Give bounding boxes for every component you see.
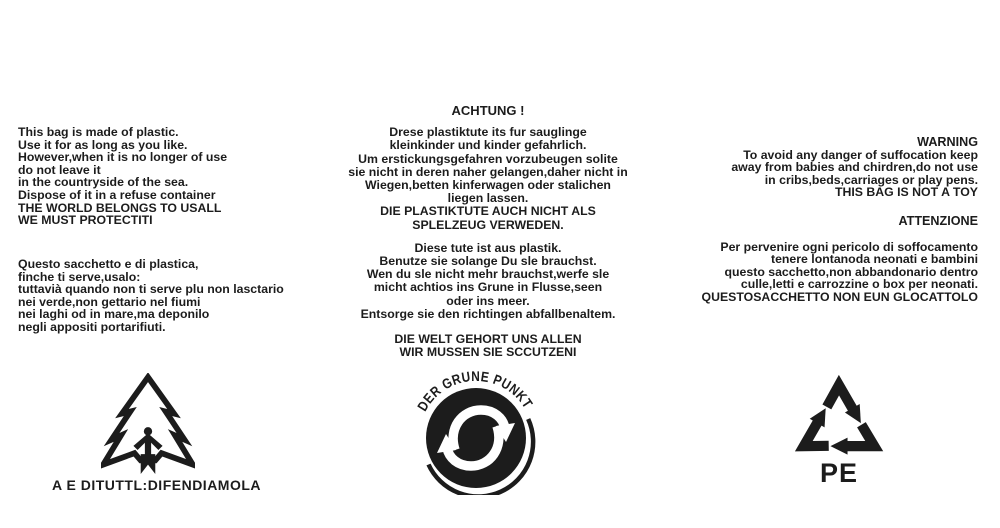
text-line: THIS BAG IS NOT A TOY: [834, 185, 978, 200]
text-line: in cribs,beds,carriages or play pens.: [764, 172, 978, 187]
text-line: Wiegen,betten kinferwagen oder stalichen: [365, 178, 611, 193]
text-line: kleinkinder und kinder gefahrlich.: [389, 138, 587, 153]
text-line: micht achtios ins Grune in Flusse,seen: [373, 280, 603, 295]
tree-caption-text: A E DITUTTL:DIFENDIAMOLA: [52, 477, 262, 493]
text-line: Per pervenire ogni pericolo di soffocamento: [720, 239, 978, 254]
text-line: culle,letti e carrozzine o box per neonati.: [740, 277, 978, 292]
warning-paragraph: [680, 149, 978, 199]
text-line: liegen lassen.: [447, 191, 529, 206]
german-paragraph-2: [330, 242, 646, 321]
text-line: Benutze sie solange Du sle brauchst.: [379, 254, 597, 269]
text-line: finche ti serve,usalo:: [18, 269, 141, 284]
text-line: Diese tute ist aus plastik.: [414, 240, 562, 255]
text-line: nei laghi od in mare,ma deponilo: [18, 307, 210, 322]
text-line: Questo sacchetto e di plastica,: [18, 257, 199, 271]
attenzione-heading: ATTENZIONE: [898, 213, 978, 228]
pine-tree-icon: [101, 373, 195, 475]
text-line: tuttavià quando non ti serve plu non lasctario: [18, 282, 284, 297]
green-dot-icon: [411, 361, 545, 495]
text-line: oder ins meer.: [446, 293, 530, 308]
text-line: nei verde,non gettario nel fiumi: [18, 294, 201, 309]
text-line: tenere lontanoda neonati e bambini: [770, 252, 978, 267]
pe-material-label: PE: [819, 458, 859, 488]
text-line: However,when it is no longer of use: [18, 150, 228, 165]
german-closing-slogan: [330, 333, 646, 359]
text-line: negli appositi portarifiuti.: [18, 319, 166, 334]
green-dot-arc-label: DER GRUNE PUNKT: [413, 367, 537, 414]
text-line: do not leave it: [18, 162, 101, 177]
text-line: in the countryside of the sea.: [18, 175, 189, 190]
text-line: DIE WELT GEHORT UNS ALLEN: [394, 332, 582, 347]
german-paragraph-1: [330, 126, 646, 232]
text-line: questo sacchetto,non abbandonario dentro: [724, 264, 978, 279]
text-line: SPLELZEUG VERWEDEN.: [412, 217, 564, 232]
text-line: Um erstickungsgefahren vorzubeugen solite: [358, 151, 618, 166]
text-line: Drese plastiktute its fur sauglinge: [389, 125, 587, 140]
german-notice-block: [330, 104, 646, 359]
text-line: Use it for as long as you like.: [18, 137, 188, 152]
text-line: To avoid any danger of suffocation keep: [743, 147, 978, 162]
text-line: THE WORLD BELONGS TO USALL: [18, 200, 222, 215]
text-line: This bag is made of plastic.: [18, 125, 179, 139]
text-line: away from babies and chirdren,do not use: [731, 160, 978, 175]
text-line: Wen du sle nicht mehr brauchst,werfe sle: [366, 267, 610, 282]
text-line: sie nicht in deren naher gelangen,daher nicht in: [348, 164, 628, 179]
italian-notice-text: [18, 258, 284, 334]
attenzione-paragraph: [680, 241, 978, 304]
text-line: DIE PLASTIKTUTE AUCH NICHT ALS: [380, 204, 596, 219]
english-notice-text: [18, 126, 227, 227]
achtung-heading: ACHTUNG !: [451, 103, 525, 118]
text-line: WE MUST PROTECTITI: [18, 213, 153, 228]
text-line: WIR MUSSEN SIE SCCUTZENI: [399, 345, 577, 360]
recycling-triangle-icon: [783, 366, 895, 460]
text-line: QUESTOSACCHETTO NON EUN GLOCATTOLO: [701, 289, 978, 304]
warning-heading: WARNING: [917, 135, 978, 149]
text-line: Dispose of it in a refuse container: [18, 187, 216, 202]
text-line: Entsorge sie den richtingen abfallbenaltem.: [360, 306, 616, 321]
warning-notice-block: [680, 136, 978, 304]
